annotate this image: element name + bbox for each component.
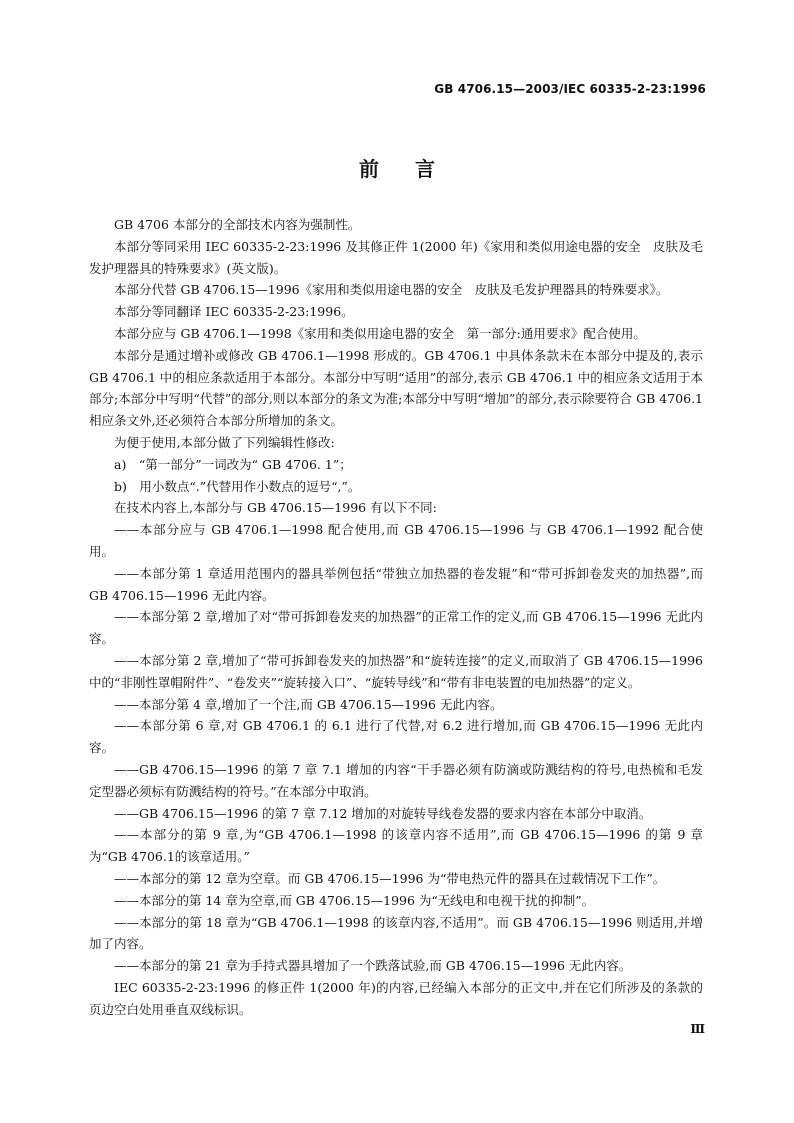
paragraph: 本部分应与 GB 4706.1—1998《家用和类似用途电器的安全 第一部分:通用要求》配合使用。 (114, 325, 646, 341)
paragraph: 本部分等同采用 IEC 60335-2-23:1996 及其修正件 1(2000 年)《家用和类似用途电器的安全 皮肤及毛发护理器具的特殊要求》(英文版)。 (89, 238, 703, 276)
page-number: Ⅲ (690, 1022, 705, 1036)
difference-item: ——本部分应与 GB 4706.1—1998 配合使用,而 GB 4706.15—1996 与 GB 4706.1—1992 配合使用。 (89, 522, 703, 559)
difference-item: ——本部分的第 12 章为空章。而 GB 4706.15—1996 为“带电热元件的器具在过载情况下工作”。 (114, 870, 666, 886)
difference-item: ——本部分的第 14 章为空章,而 GB 4706.15—1996 为“无线电和电视干扰的抑制”。 (114, 892, 595, 908)
difference-item: ——本部分第 6 章,对 GB 4706.1 的 6.1 进行了代替,对 6.2 进行增加,而 GB 4706.15—1996 无此内容。 (89, 718, 703, 756)
difference-item: ——本部分第 4 章,增加了一个注,而 GB 4706.15—1996 无此内容。 (114, 696, 503, 712)
page-title: 前言 (359, 157, 471, 181)
difference-item: ——本部分第 2 章,增加了对“带可拆卸卷发夹的加热器”的正常工作的定义,而 GB 4706.15—1996 无此内容。 (89, 609, 703, 647)
list-item: b) 用小数点“.”代替用作小数点的逗号“,”。 (114, 478, 361, 494)
document-body (89, 214, 703, 1020)
paragraph: 在技术内容上,本部分与 GB 4706.15—1996 有以下不同: (114, 500, 437, 516)
paragraph: 本部分等同翻译 IEC 60335-2-23:1996。 (114, 304, 354, 320)
difference-item: ——GB 4706.15—1996 的第 7 章 7.12 增加的对旋转导线卷发器的要求内容在本部分中取消。 (114, 805, 652, 821)
paragraph: GB 4706 本部分的全部技术内容为强制性。 (114, 217, 361, 232)
difference-item: ——本部分的第 18 章为“GB 4706.1—1998 的该章内容,不适用”。而 GB 4706.15—1996 则适用,并增加了内容。 (89, 914, 703, 952)
paragraph: IEC 60335-2-23:1996 的修正件 1(2000 年)的内容,已经编入本部分的正文中,并在它们所涉及的条款的页边空白处用垂直双线标识。 (89, 979, 703, 1017)
paragraph: 本部分是通过增补或修改 GB 4706.1—1998 形成的。GB 4706.1 中具体条款未在本部分中提及的,表示 GB 4706.1 中的相应条款适用于本部分。本部分中写明“适用”的部分,表示 GB 4706.1 中的相应条文适用于本部分;本部分中写明“代替”的部分,则以本部分的条文为准;本部分中写明“增加”的部分,表示除要符合 GB 4706.1 相应条文外,还必须符合本部分所增加的条文。 (89, 347, 703, 429)
paragraph: 为便于使用,本部分做了下列编辑性修改: (114, 434, 335, 450)
standard-code-header: GB 4706.15—2003/IEC 60335-2-23:1996 (434, 82, 706, 96)
difference-item: ——本部分第 1 章适用范围内的器具举例包括“带独立加热器的卷发辊”和“带可拆卸卷发夹的加热器”,而 GB 4706.15—1996 无此内容。 (89, 565, 703, 603)
difference-item: ——本部分的第 9 章,为“GB 4706.1—1998 的该章内容不适用”,而 GB 4706.15—1996 的第 9 章为“GB 4706.1的该章适用。” (89, 827, 703, 865)
paragraph: 本部分代替 GB 4706.15—1996《家用和类似用途电器的安全 皮肤及毛发护理器具的特殊要求》。 (114, 282, 669, 298)
list-item: a) “第一部分”一词改为“ GB 4706. 1”； (114, 456, 352, 472)
difference-item: ——本部分第 2 章,增加了“带可拆卸卷发夹的加热器”和“旋转连接”的定义,而取消了 GB 4706.15—1996中的“非刚性罩帽附件”、“卷发夹”“旋转接入口”、“旋转导线”和“带有非电装置的电加热器”的定义。 (89, 652, 703, 690)
difference-item: ——本部分的第 21 章为手持式器具增加了一个跌落试验,而 GB 4706.15—1996 无此内容。 (114, 958, 632, 974)
difference-item: ——GB 4706.15—1996 的第 7 章 7.1 增加的内容“干手器必须有防滴或防溅结构的符号,电热梳和毛发定型器必须标有防溅结构的符号。”在本部分中取消。 (89, 761, 703, 799)
